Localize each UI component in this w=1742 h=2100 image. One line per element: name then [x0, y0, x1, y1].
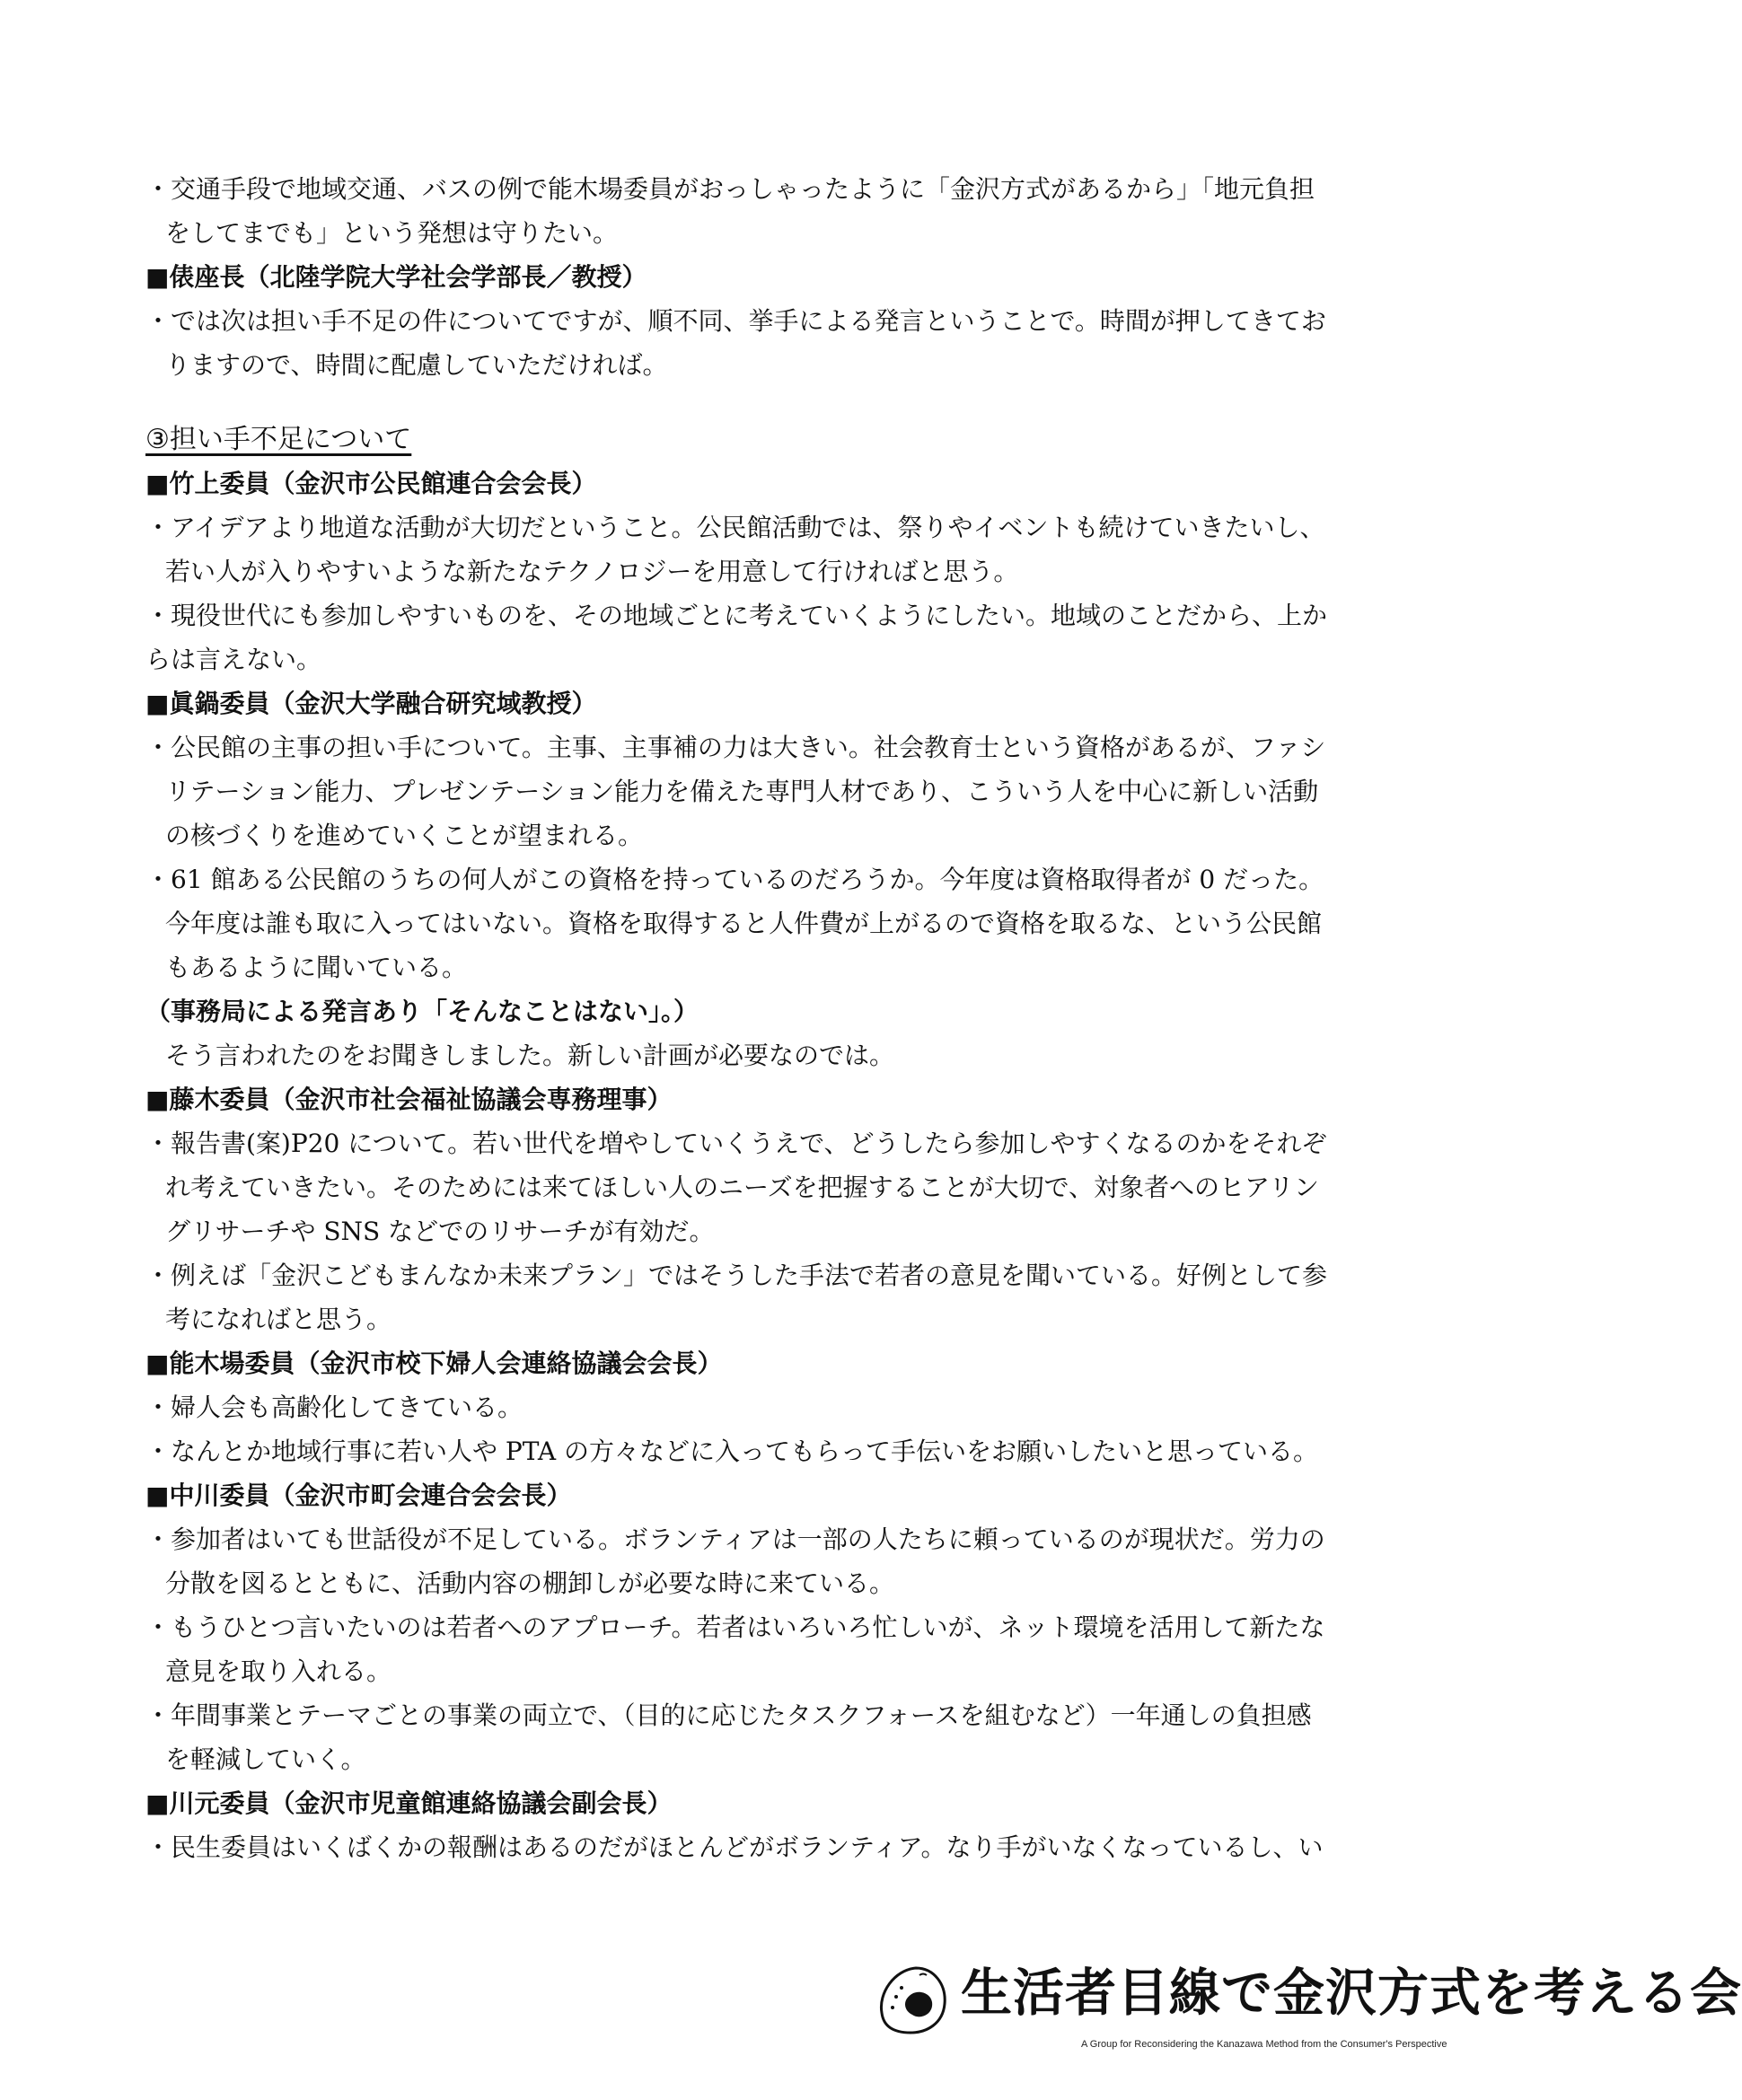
chair-bullet-line: ・では次は担い手不足の件についてですが、順不同、挙手による発言ということで。時間が押してきてお [145, 306, 1326, 336]
bullet-line: ・婦人会も高齢化してきている。 [145, 1393, 523, 1422]
bullet-line: ・アイデアより地道な活動が大切だということ。公民館活動では、祭りやイベントも続けていきたいし、 [145, 513, 1325, 542]
bullet-line: 意見を取り入れる。 [165, 1656, 392, 1686]
logo-subtitle: A Group for Reconsidering the Kanazawa Method from the Consumer's Perspective [1081, 2039, 1447, 2050]
chair-bullet-line: りますので、時間に配慮していただければ。 [165, 350, 668, 380]
bullet-line: 若い人が入りやすいような新たなテクノロジーを用意して行ければと思う。 [165, 557, 1019, 586]
intro-bullet-line: をしてまでも」という発想は守りたい。 [165, 218, 619, 248]
document-body [145, 167, 1465, 1869]
bullet-line: ・61 館ある公民館のうちの何人がこの資格を持っているのだろうか。今年度は資格取得者が 0 だった。 [145, 865, 1324, 894]
rice-ball-icon [875, 1961, 952, 2038]
bullet-line: ・公民館の主事の担い手について。主事、主事補の力は大きい。社会教育士という資格があるが、ファシ [145, 733, 1326, 762]
bullet-line: れ考えていきたい。そのためには来てほしい人のニーズを把握することが大切で、対象者へのヒアリン [165, 1173, 1319, 1202]
bullet-line: ・民生委員はいくばくかの報酬はあるのだがほとんどがボランティア。なり手がいなくなっているし、い [145, 1832, 1324, 1862]
bullet-line: ・年間事業とテーマごとの事業の両立で、（目的に応じたタスクフォースを組むなど）一年通しの負担感 [145, 1700, 1312, 1730]
bullet-line: ・なんとか地域行事に若い人や PTA の方々などに入ってもらって手伝いをお願いしたいと思っている。 [145, 1437, 1319, 1466]
reply-line: そう言われたのをお聞きしました。新しい計画が必要なのでは。 [165, 1041, 895, 1070]
footer-logo [875, 1955, 1742, 2065]
section-title: ③担い手不足について [145, 424, 412, 455]
speaker-heading: ■藤木委員（金沢市社会福祉協議会専務理事） [145, 1085, 673, 1114]
speaker-heading: ■川元委員（金沢市児童館連絡協議会副会長） [145, 1788, 673, 1818]
speaker-heading: ■能木場委員（金沢市校下婦人会連絡協議会会長） [145, 1349, 723, 1378]
speaker-heading: ■中川委員（金沢市町会連合会会長） [145, 1481, 572, 1510]
bullet-line: もあるように聞いている。 [165, 953, 468, 982]
speaker-heading: ■竹上委員（金沢市公民館連合会会長） [145, 469, 597, 498]
bullet-line: ・参加者はいても世話役が不足している。ボランティアは一部の人たちに頼っているのが現状だ。労力の [145, 1524, 1325, 1554]
bullet-line: 考になればと思う。 [165, 1305, 392, 1334]
speaker-heading: ■俵座長（北陸学院大学社会学部長／教授） [145, 262, 647, 292]
bullet-line: ・もうひとつ言いたいのは若者へのアプローチ。若者はいろいろ忙しいが、ネット環境を活用して新たな [145, 1612, 1325, 1642]
secretariat-note: （事務局による発言あり「そんなことはない」。） [145, 997, 699, 1026]
bullet-line: 分散を図るとともに、活動内容の棚卸しが必要な時に来ている。 [165, 1568, 895, 1598]
bullet-line: リテーション能力、プレゼンテーション能力を備えた専門人材であり、こういう人を中心に新しい活動 [165, 777, 1319, 806]
bullet-line: らは言えない。 [145, 645, 322, 674]
bullet-line: ・例えば「金沢こどもまんなか未来プラン」ではそうした手法で若者の意見を聞いている。好例として参 [145, 1261, 1328, 1290]
logo-title: 生活者目線で金沢方式を考える会 [961, 1964, 1742, 2023]
bullet-line: を軽減していく。 [165, 1744, 366, 1774]
bullet-line: の核づくりを進めていくことが望まれる。 [165, 821, 644, 850]
bullet-line: 今年度は誰も取に入ってはいない。資格を取得すると人件費が上がるので資格を取るな、という公民館 [165, 909, 1323, 938]
intro-bullet-line: ・交通手段で地域交通、バスの例で能木場委員がおっしゃったように「金沢方式があるから」「地元負担 [145, 174, 1315, 204]
bullet-line: ・現役世代にも参加しやすいものを、その地域ごとに考えていくようにしたい。地域のことだから、上か [145, 601, 1328, 630]
speaker-heading: ■眞鍋委員（金沢大学融合研究域教授） [145, 689, 597, 718]
bullet-line: ・報告書(案)P20 について。若い世代を増やしていくうえで、どうしたら参加しやすくなるのかをそれぞ [145, 1129, 1327, 1158]
bullet-line: グリサーチや SNS などでのリサーチが有効だ。 [165, 1217, 715, 1246]
